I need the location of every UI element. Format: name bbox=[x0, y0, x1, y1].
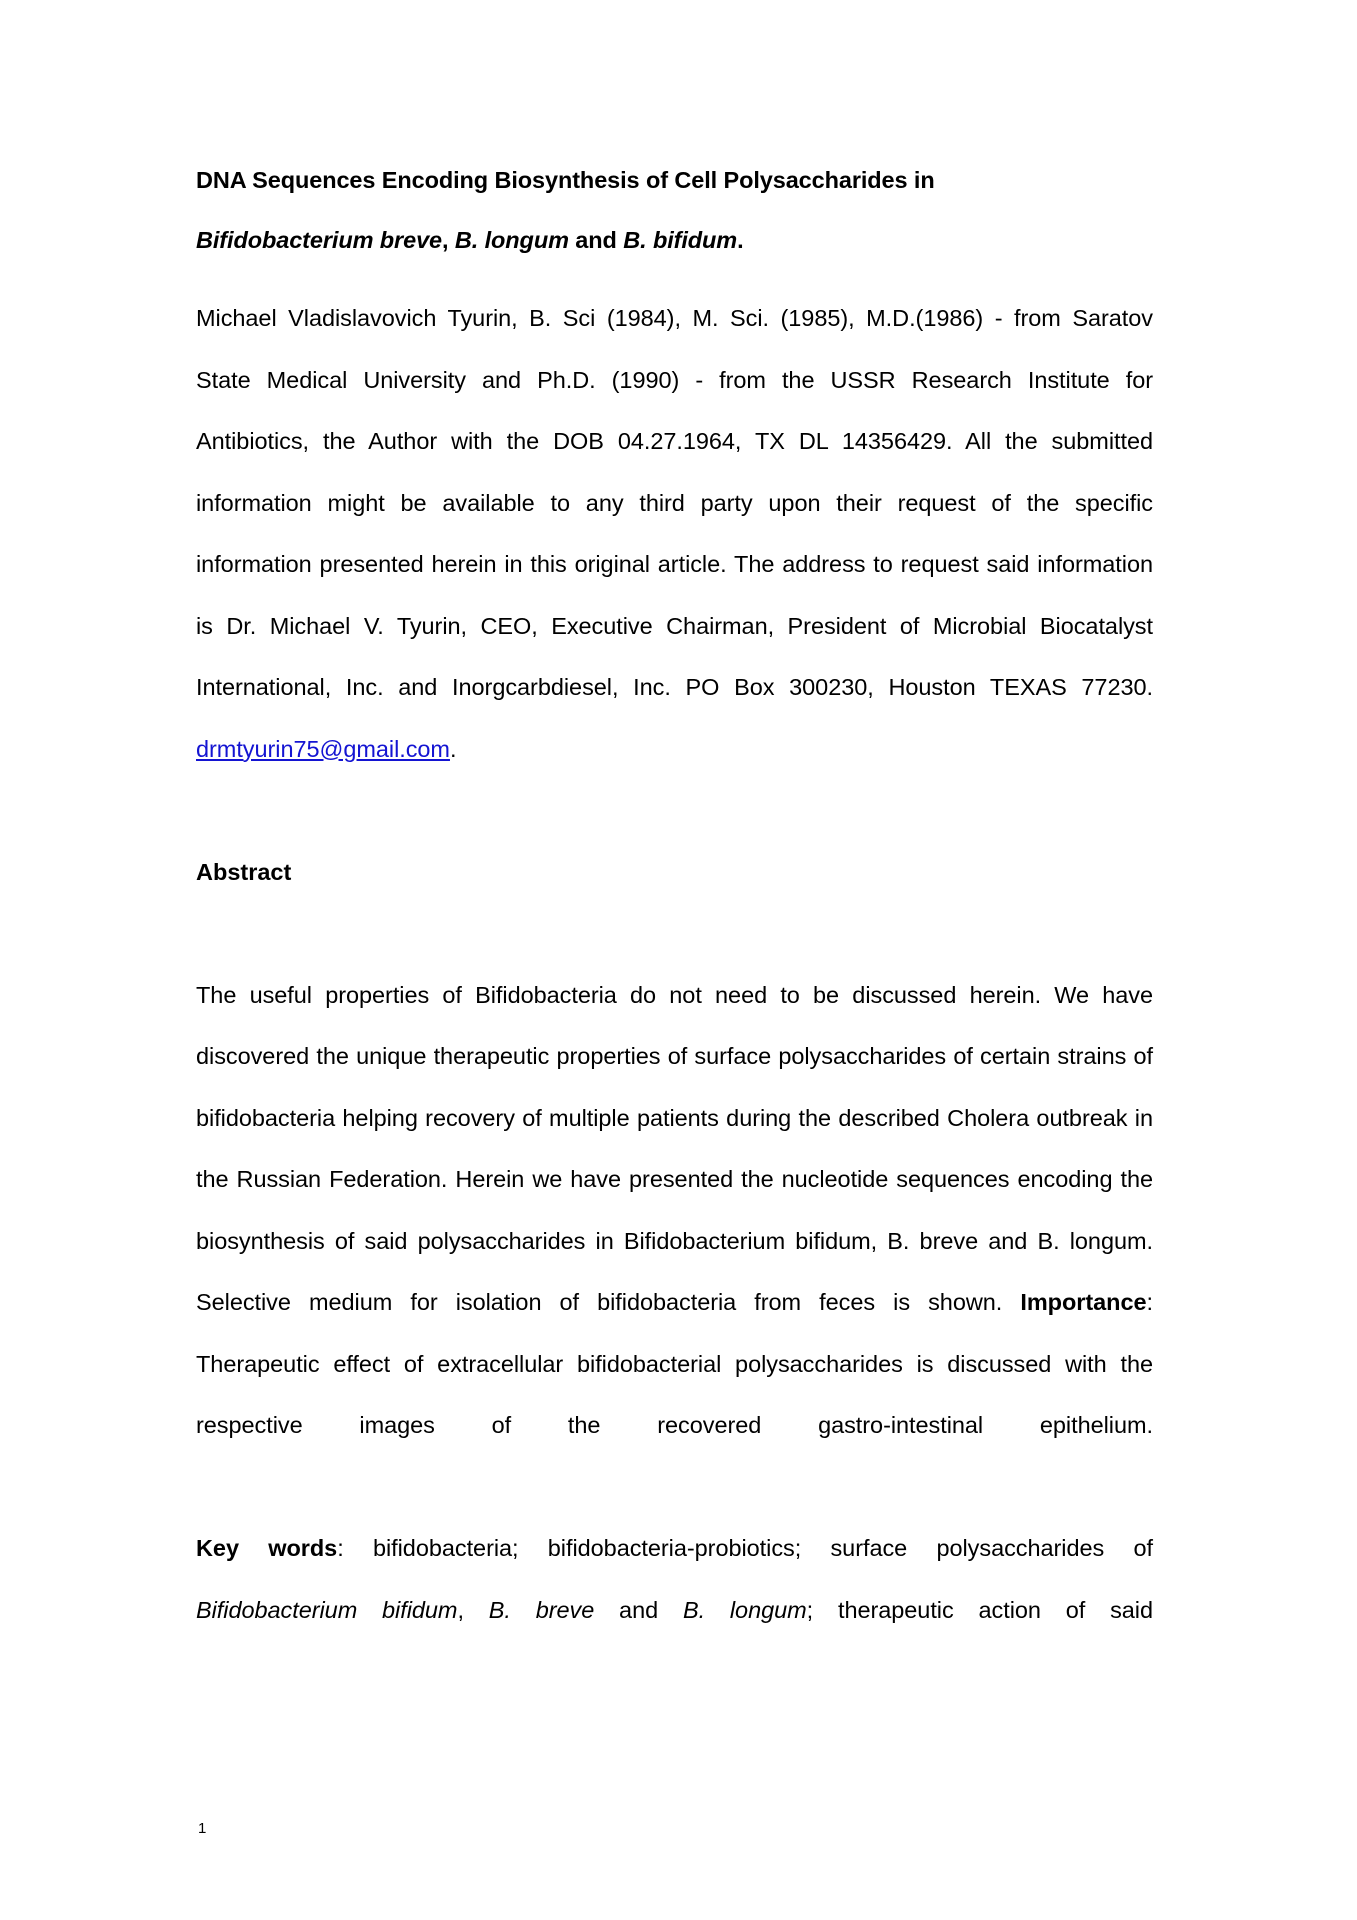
page-number: 1 bbox=[198, 1820, 207, 1837]
author-text-after-email: . bbox=[449, 735, 457, 762]
title-separator-1: , bbox=[442, 227, 455, 253]
title-species-b-longum: B. longum bbox=[454, 227, 569, 253]
abstract-heading: Abstract bbox=[196, 858, 292, 885]
title-line-1: DNA Sequences Encoding Biosynthesis of Cell Polysaccharides in bbox=[196, 167, 935, 193]
author-email-link[interactable]: drmtyurin75@gmail.com bbox=[196, 735, 450, 762]
title-line-2 bbox=[196, 210, 1153, 270]
author-text-before-email: Michael Vladislavovich Tyurin, B. Sci (1984), M. Sci. (1985), M.D.(1986) - from Saratov State Medical University and Ph.D. (1990) - from the USSR Research Institute for Antibiotics, the Author with the DOB 04.27.1964, TX DL 14356429. All the submitted information might be available to any third party upon their request of the specific information presented herein in this original article. The address to request said information is Dr. Michael V. Tyurin, CEO, Executive Chairman, President of Microbial Biocatalyst International, Inc. and Inorgcarbdiesel, Inc. PO Box 300230, Houston TEXAS 77230. bbox=[196, 305, 1153, 700]
keywords-list-part-1: bifidobacteria; bifidobacteria-probiotics; surface polysaccharides of bbox=[372, 1535, 1153, 1561]
keywords-species-bifidobacterium-bifidum: Bifidobacterium bifidum bbox=[196, 1596, 458, 1623]
keywords-label: Key words bbox=[196, 1535, 338, 1561]
keywords-list-part-2: ; therapeutic action of said bbox=[806, 1596, 1153, 1623]
keywords-separator: : bbox=[337, 1535, 373, 1561]
keywords-separator-1: , bbox=[457, 1596, 489, 1623]
title-species-b-bifidum: B. bifidum bbox=[623, 227, 738, 253]
keywords-separator-2: and bbox=[594, 1596, 683, 1623]
abstract-importance-label: Importance bbox=[1020, 1289, 1147, 1315]
keywords-species-b-breve: B. breve bbox=[488, 1596, 595, 1623]
keywords-paragraph bbox=[196, 1518, 1153, 1703]
abstract-paragraph bbox=[196, 965, 1153, 1519]
document-content bbox=[196, 150, 1153, 1703]
title-species-bifidobacterium-breve: Bifidobacterium breve bbox=[196, 227, 443, 253]
abstract-text-after-importance: : Therapeutic effect of extracellular bifidobacterial polysaccharides is discussed with the respective images of the recovered gastro-intestinal epithelium. bbox=[196, 1289, 1153, 1438]
keywords-species-b-longum: B. longum bbox=[682, 1596, 807, 1623]
title-period: . bbox=[737, 227, 744, 253]
author-affiliation-paragraph bbox=[196, 288, 1153, 842]
abstract-text-before-importance: The useful properties of Bifidobacteria do not need to be discussed herein. We have discovered the unique therapeutic properties of surface polysaccharides of certain strains of bifidobacteria helping recovery of multiple patients during the described Cholera outbreak in the Russian Federation. Herein we have presented the nucleotide sequences encoding the biosynthesis of said polysaccharides in Bifidobacterium bifidum, B. breve and B. longum. Selective medium for isolation of bifidobacteria from feces is shown. bbox=[196, 981, 1153, 1315]
title-separator-2: and bbox=[568, 227, 624, 253]
page-title bbox=[196, 150, 1153, 270]
